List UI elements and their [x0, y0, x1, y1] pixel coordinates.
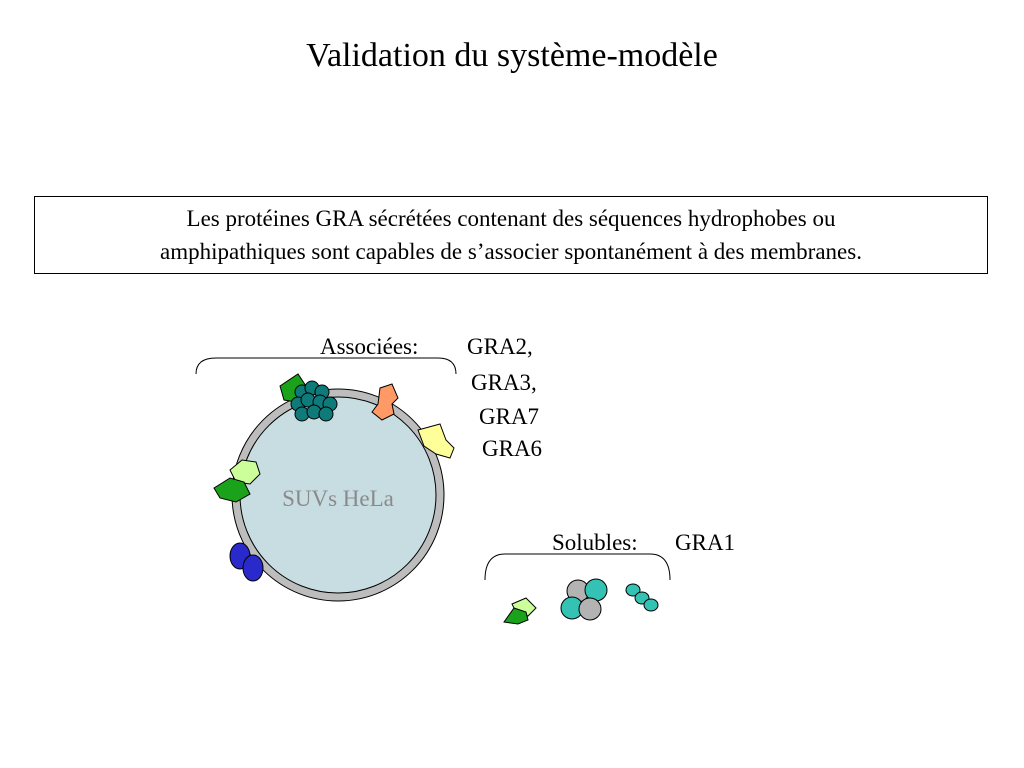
associated-protein-gra2: GRA2, — [467, 334, 533, 359]
statement-line-2: amphipathiques sont capables de s’associer spontanément à des membranes. — [160, 239, 862, 264]
soluble-heading: Solubles: — [552, 530, 638, 555]
associated-heading: Associées: — [320, 334, 419, 359]
associated-bracket — [196, 358, 456, 374]
soluble-protein-gra1: GRA1 — [675, 530, 736, 555]
soluble-chain-3 — [644, 599, 658, 611]
protein-teal-cluster — [291, 381, 337, 421]
associated-protein-gra7: GRA7 — [479, 404, 540, 429]
protein-blue-2 — [243, 555, 263, 581]
associated-protein-gra6: GRA6 — [482, 436, 543, 461]
associated-protein-gra3: GRA3, — [471, 370, 537, 395]
vesicle-label: SUVs HeLa — [282, 486, 394, 511]
statement-line-1: Les protéines GRA sécrétées contenant des séquences hydrophobes ou — [186, 206, 836, 231]
soluble-gray-2 — [579, 598, 601, 620]
slide-title: Validation du système-modèle — [306, 37, 718, 74]
soluble-bracket — [485, 554, 670, 580]
